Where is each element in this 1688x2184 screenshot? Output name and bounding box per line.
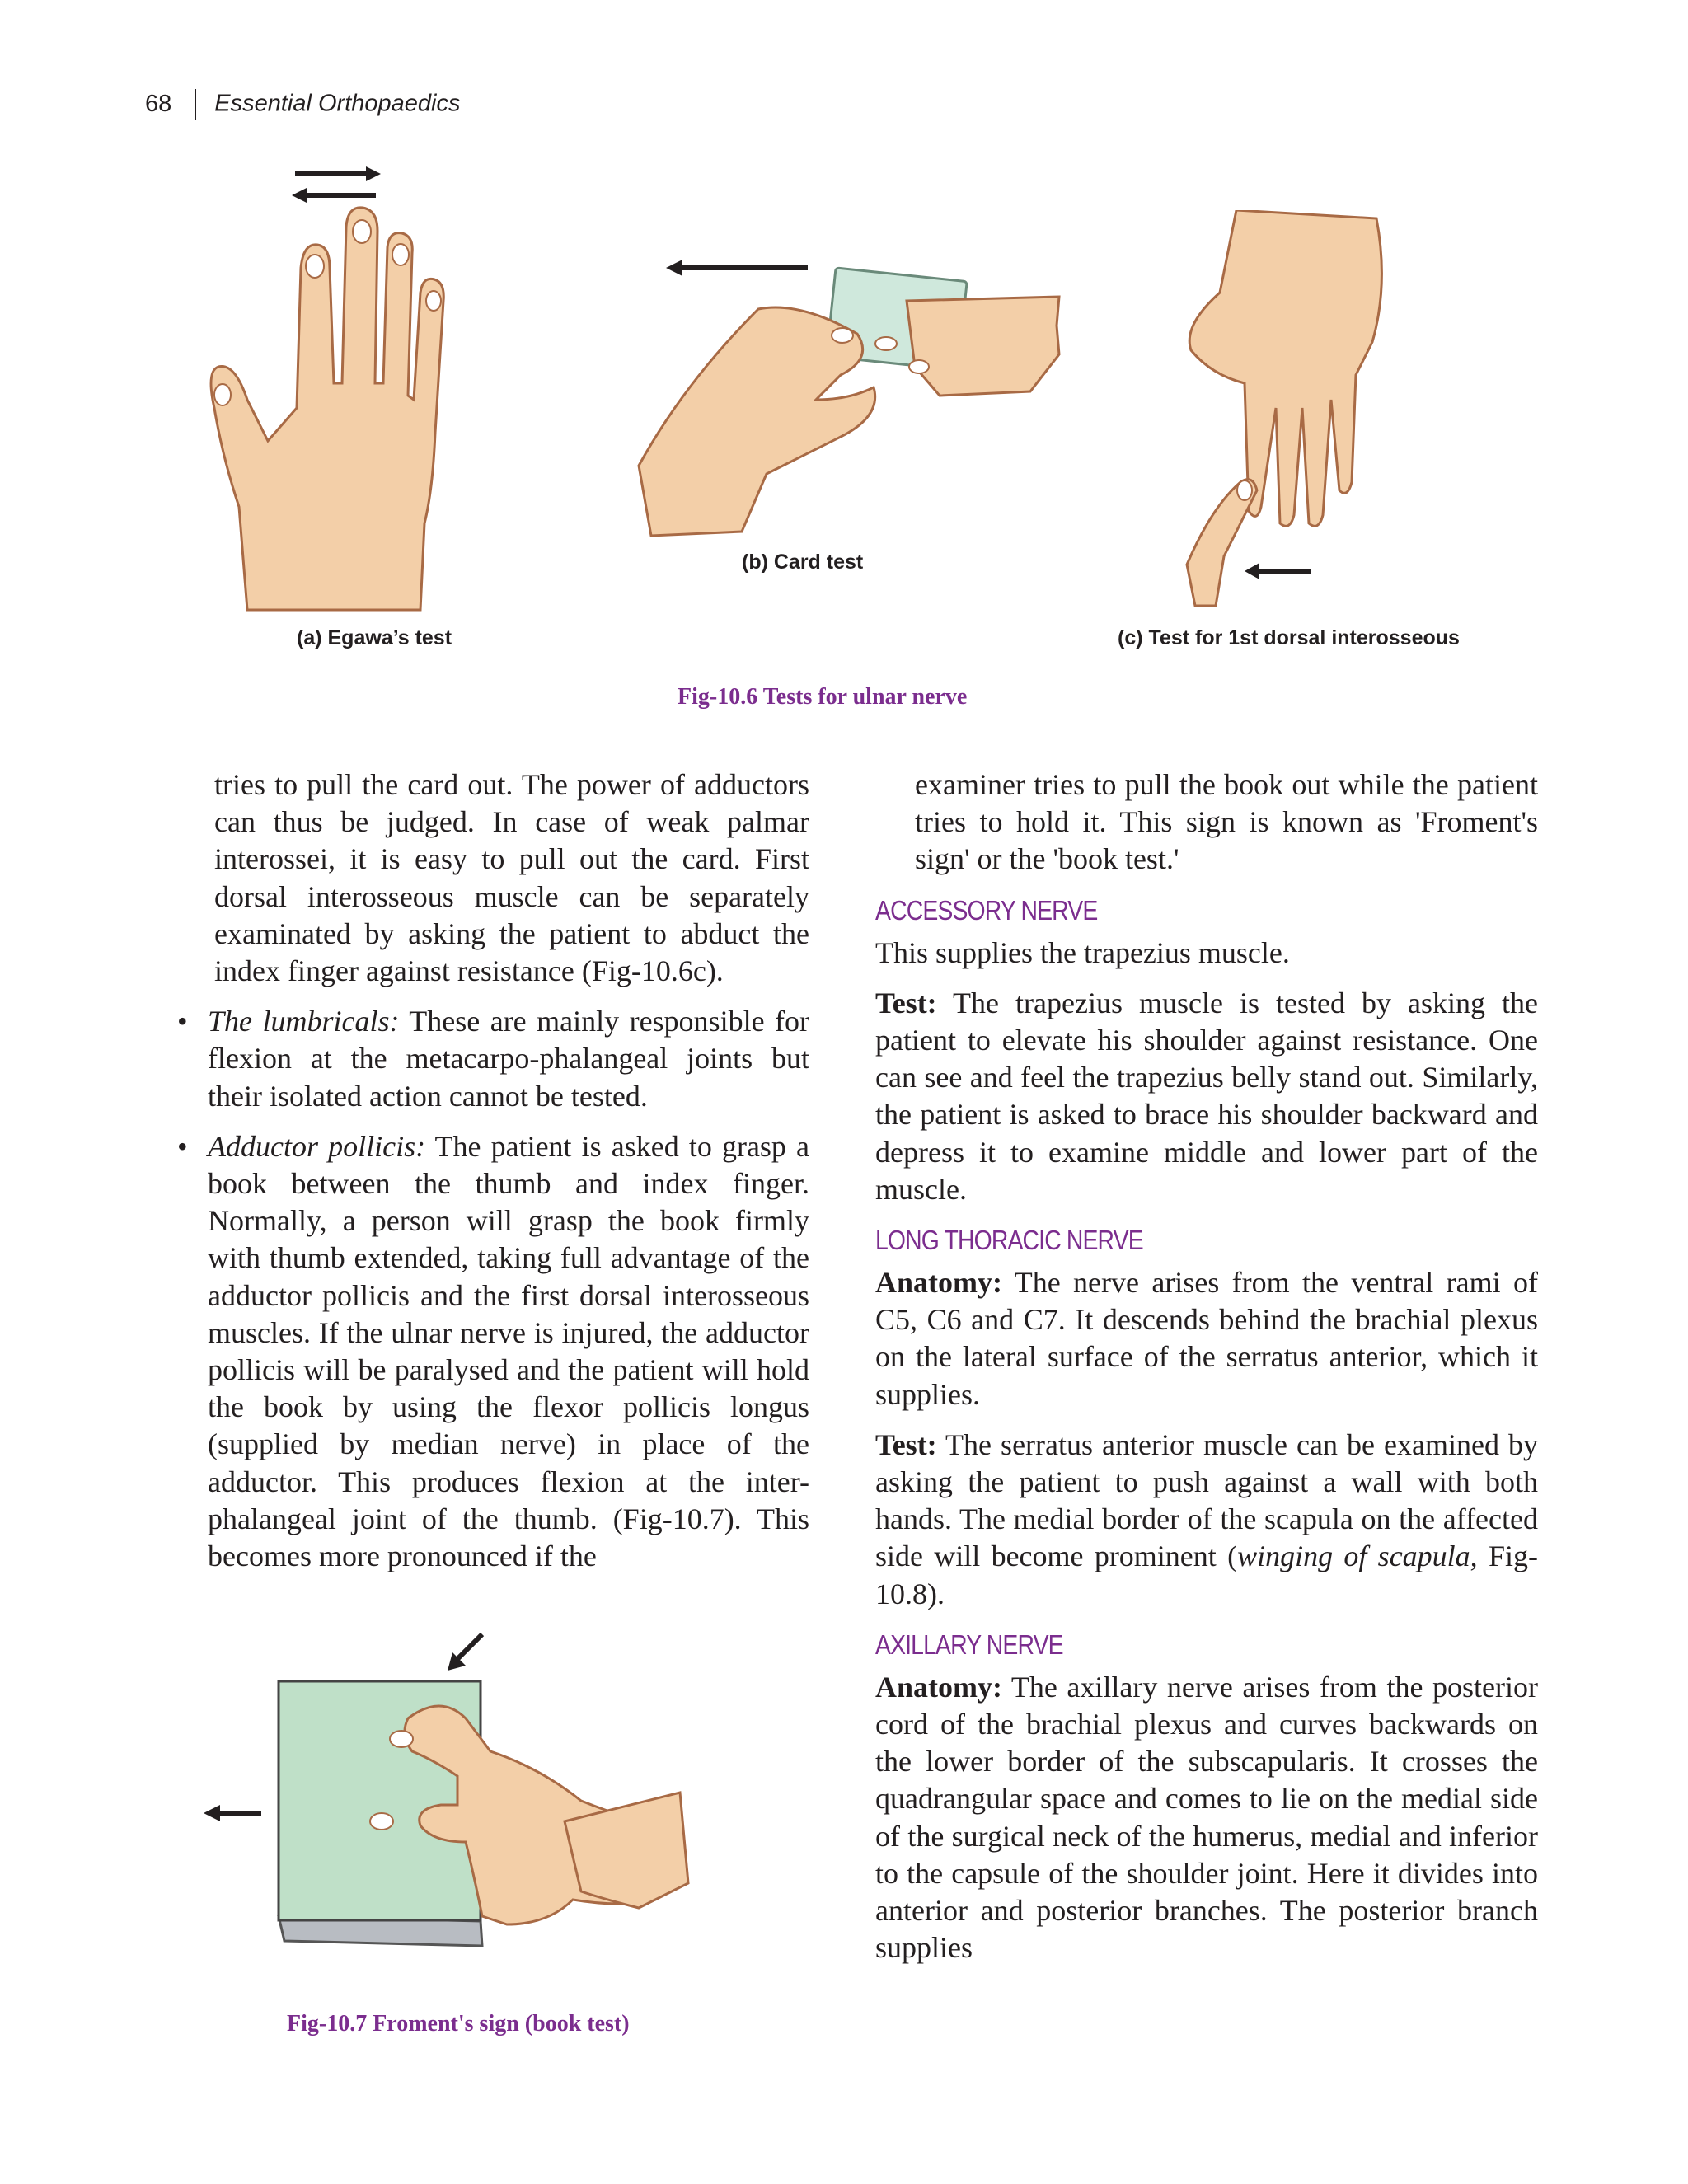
running-header	[145, 89, 460, 120]
bullet-symbol: •	[177, 1129, 188, 1163]
left-arrow-icon	[204, 1805, 261, 1821]
double-arrow-icon	[292, 166, 381, 203]
list-item-adductor-pollicis	[175, 1128, 809, 1575]
axillary-anatomy-text: The axillary nerve arises from the posterior cord of the brachial plexus and curves backwards on the lower border of the subscapularis. It crosses the quadrangular space and comes to lie on the medial side of the surgical neck of the humerus, medial and inferior to the capsule of the shoulder joint. Here it divides into anterior and posterior branches. The posterior branch supplies	[875, 1670, 1538, 1965]
list-item-lumbricals	[175, 1003, 809, 1115]
paragraph-froment-continued: examiner tries to pull the book out while the patient tries to hold it. This sign is known as 'Froment's sign' or the 'book test.'	[915, 768, 1538, 876]
figure-10-7-caption: Fig-10.7 Froment's sign (book test)	[287, 2011, 630, 2036]
page-number: 68	[145, 90, 172, 117]
right-column	[875, 766, 1538, 1980]
figure-10-6-caption: Fig-10.6 Tests for ulnar nerve	[678, 684, 968, 710]
serratus-test-end: Fig-10.8).	[875, 1540, 1538, 1610]
caption-first-dorsal-interosseous: (c) Test for 1st dorsal interosseous	[1118, 626, 1460, 649]
froments-sign-illustration	[194, 1628, 721, 1957]
test-label: Test:	[875, 986, 937, 1019]
serratus-test-text: The serratus anterior muscle can be examined by asking the patient to push against a wall with both hands. The medial border of the scapula on the affected side will become prominent (	[875, 1427, 1538, 1573]
book-title: Essential Orthopaedics	[214, 90, 461, 117]
paragraph-axillary-anatomy	[875, 1669, 1538, 1967]
paragraph-accessory-supply: This supplies the trapezius muscle.	[875, 935, 1290, 969]
heading-long-thoracic-nerve: LONG THORACIC NERVE	[875, 1225, 1143, 1256]
egawa-test-illustration	[198, 161, 470, 622]
anatomy-label: Anatomy:	[875, 1670, 1002, 1704]
long-thoracic-anatomy-text: The nerve arises from the ventral rami of C5, C6 and C7. It descends behind the brachial plexus on the lateral surface of the serratus anterior, which it supplies.	[875, 1266, 1538, 1411]
bullet-symbol: •	[177, 1005, 188, 1038]
down-left-arrow-icon	[448, 1634, 482, 1671]
winging-of-scapula: winging of scapula,	[1237, 1540, 1478, 1573]
lumbricals-text: These are mainly responsible for flexion at the metacarpo-phalangeal joints but their isolated action cannot be tested.	[208, 1005, 809, 1113]
caption-card-test: (b) Card test	[742, 551, 864, 574]
paragraph-serratus-test	[875, 1427, 1538, 1613]
adductor-pollicis-text: The patient is asked to grasp a book between the thumb and index finger. Normally, a person will grasp the book firmly with thumb extended, taking full advantage of the adductor pollicis and the first dorsal interosseous muscles. If the ulnar nerve is injured, the adductor pollicis will be paralysed and the patient will hold the book by using the flexor pollicis longus (supplied by median nerve) in place of the adductor. This produces flexion at the inter-phalangeal joint of the thumb. (Fig-10.7). This becomes more pronounced if the	[208, 1129, 810, 1573]
adductor-pollicis-term: Adductor pollicis:	[208, 1129, 426, 1163]
paragraph-trapezius-test	[875, 985, 1538, 1208]
left-arrow-icon	[666, 260, 808, 276]
paragraph-long-thoracic-anatomy	[875, 1264, 1538, 1413]
first-dorsal-interosseous-test-illustration	[1179, 210, 1401, 614]
left-arrow-icon	[1245, 563, 1311, 579]
hand-icon	[211, 208, 443, 610]
patient-hand-icon	[1189, 210, 1381, 526]
left-column	[175, 766, 809, 1588]
test-label: Test:	[875, 1427, 937, 1461]
patient-hand-icon	[907, 297, 1059, 396]
heading-accessory-nerve: ACCESSORY NERVE	[875, 894, 1098, 926]
trapezius-test-text: The trapezius muscle is tested by asking the patient to elevate his shoulder against resistance. One can see and feel the trapezius belly stand out. Similarly, the patient is asked to brace his shoulder backward and depress it to examine middle and lower part of the muscle.	[875, 986, 1538, 1206]
card-test-illustration	[635, 251, 1071, 548]
anatomy-label: Anatomy:	[875, 1266, 1002, 1300]
caption-egawa-test: (a) Egawa’s test	[297, 626, 452, 649]
paragraph-card-test-continued: tries to pull the card out. The power of adductors can thus be judged. In case of weak palmar interossei, it is easy to pull out the card. First dorsal interosseous muscle can be separately examinated by asking the patient to abduct the index finger against resistance (Fig-10.6c).	[214, 768, 809, 988]
lumbricals-term: The lumbricals:	[208, 1005, 400, 1038]
heading-axillary-nerve: AXILLARY NERVE	[875, 1629, 1063, 1660]
header-divider	[195, 89, 196, 120]
